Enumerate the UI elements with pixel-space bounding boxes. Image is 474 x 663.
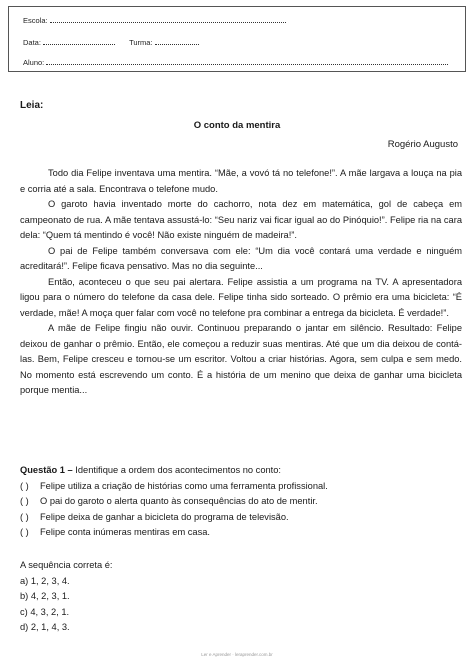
question-option [20, 479, 462, 495]
school-field[interactable] [23, 16, 286, 25]
page-footer: Ler e Aprender · leraprender.com.br [201, 652, 273, 657]
option-text: Felipe deixa de ganhar a bicicleta do programa de televisão. [40, 511, 289, 522]
story-paragraph: Então, aconteceu o que seu pai alertara. Felipe assistia a um programa na TV. A apresentadora ligou para o número do telefone da casa dele. Felipe tinha sido sorteado. O prêmio era uma bicicleta: “É verdade, mãe! A moça quer falar com você no telefone pra combinar a entrega da bicicleta. É verdade!”. [20, 276, 462, 318]
option-text: Felipe utiliza a criação de histórias como uma ferramenta profissional. [40, 480, 328, 491]
student-label: Aluno: [23, 58, 45, 67]
story-paragraph: Todo dia Felipe inventava uma mentira. “Mãe, a vovó tá no telefone!”. A mãe largava a louça na pia e corria até a sala. Encontrava o telefone mudo. [20, 168, 462, 194]
option-text: Felipe conta inúmeras mentiras em casa. [40, 527, 210, 537]
question-option [20, 525, 462, 541]
answer-box[interactable]: ( ) [20, 511, 29, 522]
story-title: O conto da mentira [193, 120, 281, 131]
read-instruction: Leia: [20, 100, 44, 111]
answer-lead: A sequência correta é: [20, 560, 113, 570]
answer-box[interactable]: ( ) [20, 480, 29, 491]
question-option [20, 510, 462, 526]
class-label: Turma: [129, 38, 153, 47]
student-field[interactable] [23, 58, 448, 67]
question-heading [20, 463, 462, 479]
story-text [20, 166, 462, 399]
question-label: Questão 1 – [20, 465, 73, 475]
option-text: O pai do garoto o alerta quanto às consequências do ato de mentir. [40, 496, 318, 506]
question-option [20, 494, 462, 510]
answer-box[interactable]: ( ) [20, 527, 29, 537]
student-info-box [8, 6, 466, 72]
story-author: Rogério Augusto [387, 139, 458, 150]
student-line [46, 58, 448, 65]
school-line [50, 16, 286, 23]
date-line [43, 38, 115, 45]
story-paragraph: A mãe de Felipe fingiu não ouvir. Continuou preparando o jantar em silêncio. Resultado: Felipe deixou de ganhar o prêmio. Então, ele começou a reduzir suas mentiras. Até que um dia deixou de contá-las. Bem, Felipe cresceu e tornou-se um escritor. Voltou a criar histórias. Agora, sem culpa e sem medo. No momento está escrevendo um conto. É a história de um menino que deixa de ganhar uma bicicleta porque mentia... [20, 323, 462, 395]
story-paragraph: O pai de Felipe também conversava com ele: “Um dia você contará uma verdade e ninguém acreditará!”. Felipe ficava pensativo. Mas no dia seguinte... [20, 245, 462, 271]
date-field[interactable] [23, 38, 199, 47]
question-block [20, 463, 462, 541]
question-prompt: Identifique a ordem dos acontecimentos no conto: [72, 465, 281, 475]
answer-choice-c[interactable]: c) 4, 3, 2, 1. [20, 606, 70, 617]
school-label: Escola: [23, 16, 48, 25]
answer-box[interactable]: ( ) [20, 496, 29, 506]
date-label: Data: [23, 38, 41, 47]
answer-choice-b[interactable]: b) 4, 2, 3, 1. [20, 591, 70, 601]
story-paragraph: O garoto havia inventado morte do cachorro, nota dez em matemática, gol de cabeça em campeonato de rua. A mãe tentava assustá-lo: “Seu nariz vai ficar igual ao do Pinóquio!”. Felipe ria na cara dela: “Quem tá mentindo é você! Não existe ninguém de madeira!”. [20, 199, 462, 240]
answer-choice-d[interactable]: d) 2, 1, 4, 3. [20, 622, 70, 632]
answer-block [20, 558, 462, 636]
class-line [155, 38, 199, 45]
answer-choice-a[interactable]: a) 1, 2, 3, 4. [20, 575, 70, 586]
